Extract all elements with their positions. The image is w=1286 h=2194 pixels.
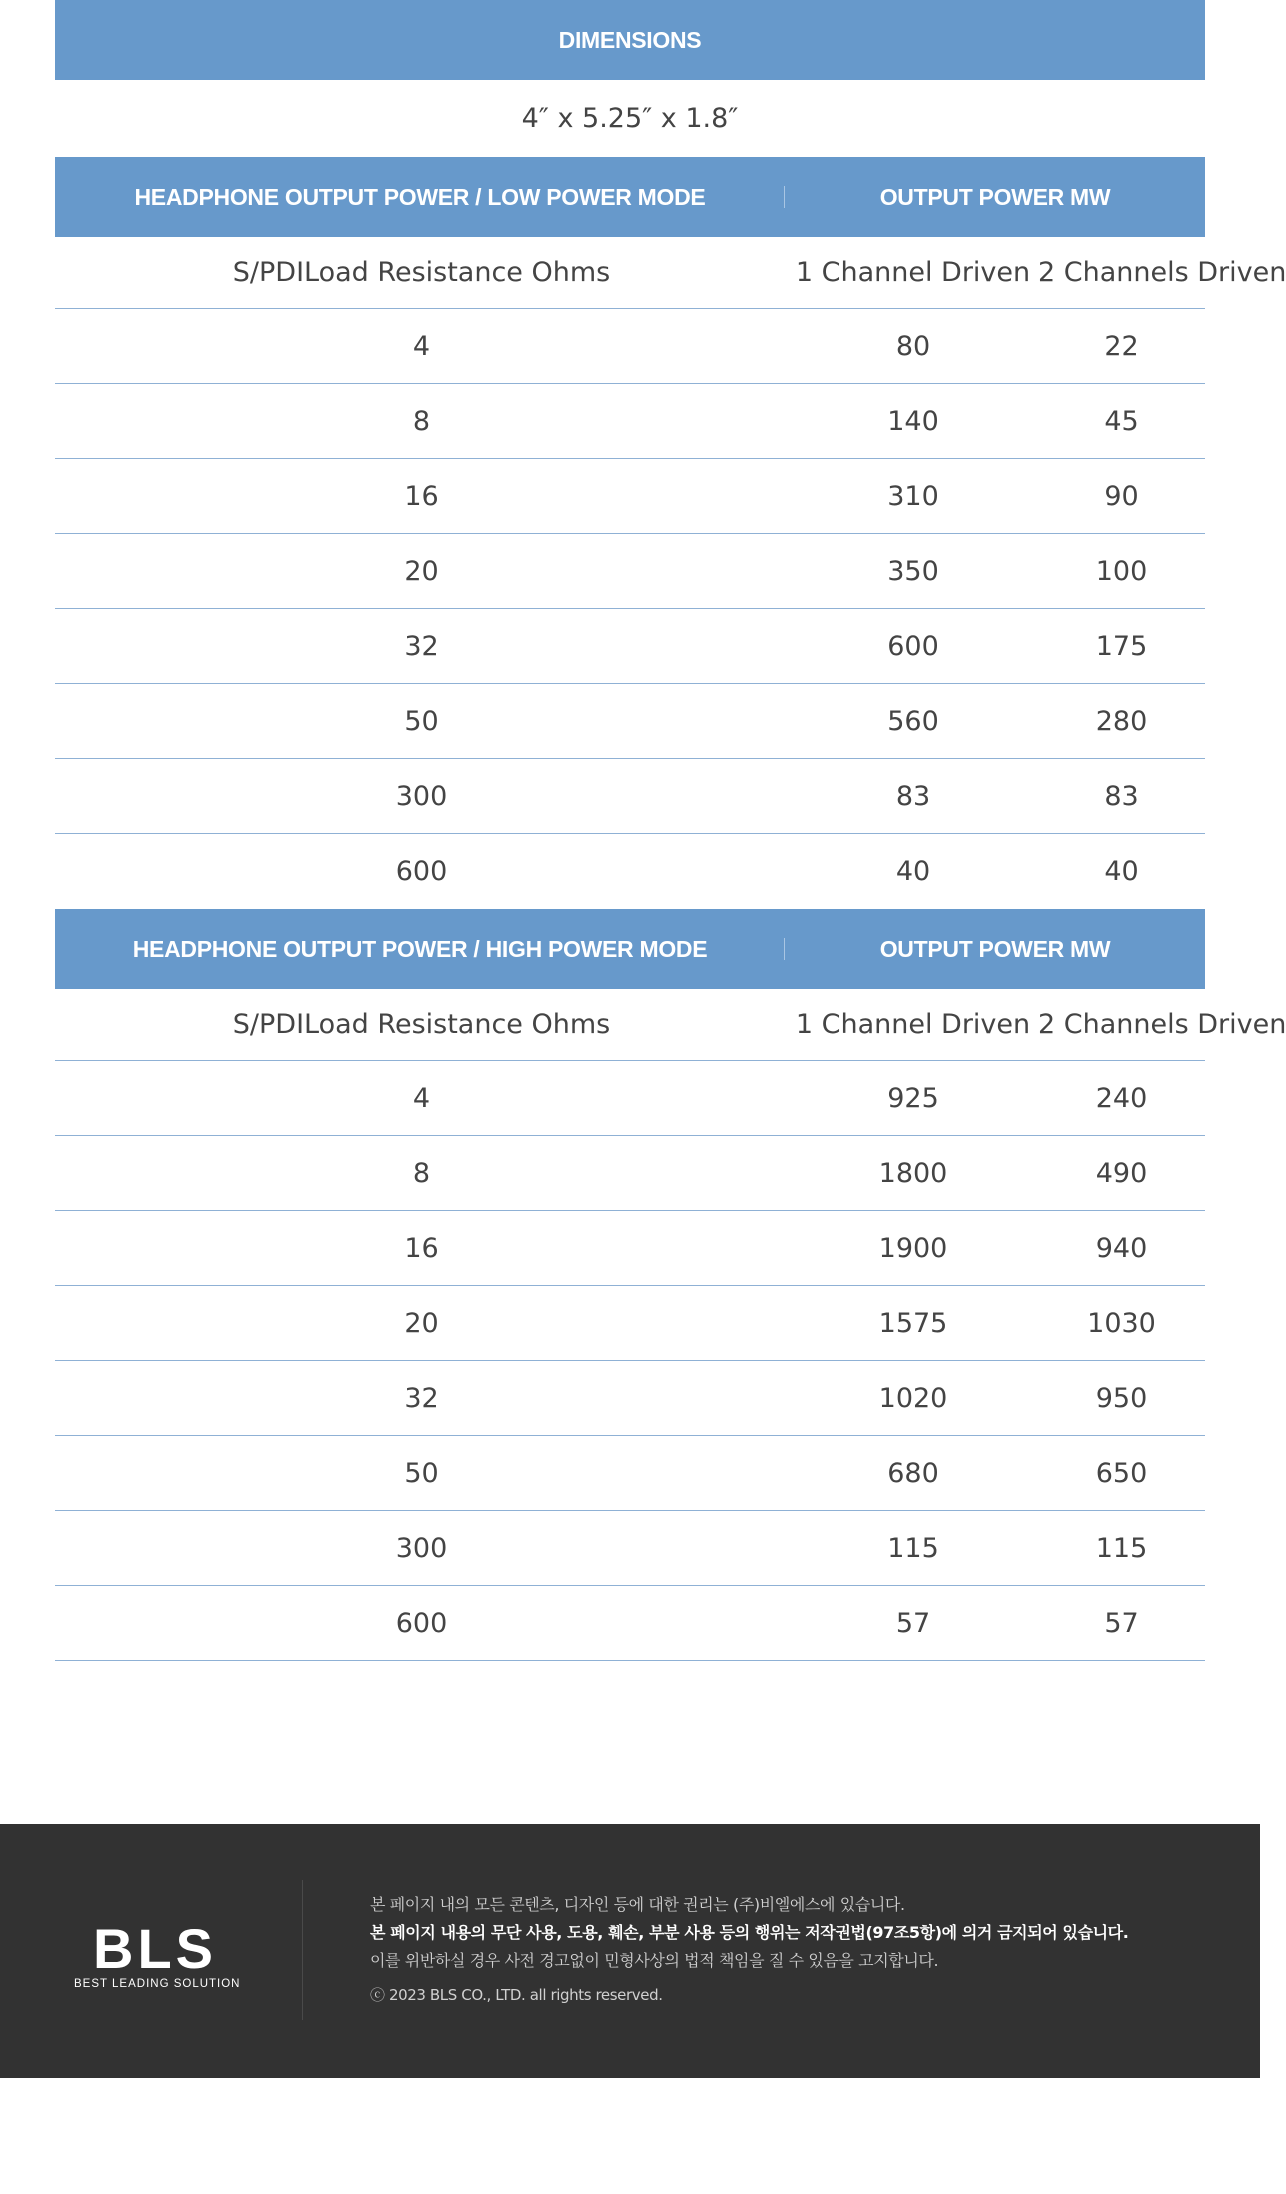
- two-channel-cell: 57: [1104, 1607, 1139, 1639]
- resistance-cell: 4: [412, 330, 431, 362]
- resistance-cell: 20: [404, 555, 439, 587]
- footer-warning-line: 이를 위반하실 경우 사전 경고없이 민형사상의 법적 책임을 질 수 있음을 고지합니다.: [370, 1951, 939, 1970]
- high-power-header-right: OUTPUT POWER MW: [879, 935, 1111, 962]
- low-power-header: [55, 157, 1205, 237]
- footer-copyright: ⓒ 2023 BLS CO., LTD. all rights reserved.: [370, 1986, 663, 2004]
- logo-wordmark: BLS: [93, 1917, 217, 1980]
- table-row: [55, 759, 1205, 834]
- spec-tables: [55, 0, 1286, 1661]
- table-row: [55, 1286, 1205, 1361]
- two-channel-cell: 115: [1095, 1532, 1148, 1564]
- one-channel-cell: 1020: [878, 1382, 948, 1414]
- two-channel-cell: 100: [1095, 555, 1148, 587]
- two-channel-cell: 45: [1104, 405, 1139, 437]
- resistance-cell: 16: [404, 480, 439, 512]
- one-channel-cell: 57: [895, 1607, 931, 1639]
- resistance-cell: 600: [395, 856, 448, 887]
- table-row: [55, 1511, 1205, 1586]
- one-channel-cell: 680: [887, 1457, 939, 1489]
- low-power-column-headers: [55, 237, 1286, 309]
- low-power-header-right: OUTPUT POWER MW: [879, 183, 1111, 210]
- table-row: [55, 459, 1205, 534]
- table-row: [55, 1586, 1205, 1661]
- resistance-cell: 8: [412, 405, 431, 437]
- column-header-1-channel: 1 Channel Driven: [795, 1009, 1031, 1040]
- resistance-cell: 300: [395, 780, 448, 812]
- footer-rights-line: 본 페이지 내의 모든 콘텐츠, 디자인 등에 대한 권리는 (주)비엘에스에 있습니다.: [370, 1895, 905, 1914]
- column-header-resistance: S/PDILoad Resistance Ohms: [232, 257, 611, 288]
- logo-tagline: BEST LEADING SOLUTION: [74, 1978, 241, 1990]
- footer: [0, 1824, 1260, 2078]
- one-channel-cell: 80: [895, 330, 931, 362]
- resistance-cell: 16: [404, 1232, 439, 1264]
- column-header-resistance: S/PDILoad Resistance Ohms: [232, 1009, 611, 1040]
- table-row: [55, 309, 1205, 384]
- table-row: [55, 1136, 1205, 1211]
- table-row: [55, 1211, 1205, 1286]
- one-channel-cell: 40: [895, 856, 931, 887]
- table-row: [55, 1361, 1205, 1436]
- two-channel-cell: 83: [1104, 780, 1139, 812]
- one-channel-cell: 1800: [878, 1157, 948, 1189]
- one-channel-cell: 1900: [878, 1232, 948, 1264]
- two-channel-cell: 650: [1095, 1457, 1148, 1489]
- column-header-2-channels: 2 Channels Driven: [1038, 257, 1286, 288]
- one-channel-cell: 925: [887, 1082, 939, 1114]
- dimensions-header: [55, 0, 1205, 80]
- two-channel-cell: 90: [1104, 480, 1139, 512]
- table-row: [55, 1436, 1205, 1511]
- one-channel-cell: 1575: [878, 1307, 948, 1339]
- footer-divider: [302, 1880, 303, 2020]
- column-header-1-channel: 1 Channel Driven: [795, 257, 1031, 288]
- one-channel-cell: 83: [895, 780, 931, 812]
- table-row: [55, 534, 1205, 609]
- two-channel-cell: 950: [1095, 1382, 1148, 1414]
- dimensions-header-label: DIMENSIONS: [558, 26, 702, 53]
- two-channel-cell: 240: [1095, 1082, 1148, 1114]
- resistance-cell: 600: [395, 1607, 448, 1639]
- one-channel-cell: 140: [887, 405, 939, 437]
- resistance-cell: 32: [404, 630, 439, 662]
- footer-notice: [370, 1891, 1210, 2009]
- two-channel-cell: 22: [1104, 330, 1139, 362]
- one-channel-cell: 115: [887, 1532, 939, 1564]
- dimensions-value: 4″ x 5.25″ x 1.8″: [521, 103, 739, 134]
- resistance-cell: 300: [395, 1532, 448, 1564]
- resistance-cell: 50: [404, 705, 439, 737]
- resistance-cell: 4: [412, 1082, 431, 1114]
- two-channel-cell: 490: [1095, 1157, 1148, 1189]
- column-header-2-channels: 2 Channels Driven: [1038, 1009, 1286, 1040]
- high-power-header: [55, 909, 1205, 989]
- table-row: [55, 609, 1205, 684]
- two-channel-cell: 280: [1095, 705, 1148, 737]
- one-channel-cell: 600: [887, 630, 939, 662]
- resistance-cell: 50: [404, 1457, 439, 1489]
- high-power-header-left: HEADPHONE OUTPUT POWER / HIGH POWER MODE: [55, 936, 785, 963]
- high-power-column-headers: [55, 989, 1286, 1061]
- resistance-cell: 8: [412, 1157, 431, 1189]
- two-channel-cell: 175: [1095, 630, 1148, 662]
- footer-copyright-law-line: 본 페이지 내용의 무단 사용, 도용, 훼손, 부분 사용 등의 행위는 저작권법(97조5항)에 의거 금지되어 있습니다.: [370, 1923, 1129, 1942]
- one-channel-cell: 350: [887, 555, 939, 587]
- low-power-header-left: HEADPHONE OUTPUT POWER / LOW POWER MODE: [55, 184, 785, 211]
- table-row: [55, 684, 1205, 759]
- two-channel-cell: 940: [1095, 1232, 1148, 1264]
- table-row: [55, 834, 1205, 909]
- two-channel-cell: 1030: [1087, 1307, 1156, 1339]
- one-channel-cell: 310: [887, 480, 939, 512]
- resistance-cell: 20: [404, 1307, 439, 1339]
- table-row: [55, 1061, 1205, 1136]
- resistance-cell: 32: [404, 1382, 439, 1414]
- bls-logo: [74, 1917, 241, 1990]
- one-channel-cell: 560: [887, 705, 939, 737]
- two-channel-cell: 40: [1104, 856, 1139, 887]
- table-row: [55, 384, 1205, 459]
